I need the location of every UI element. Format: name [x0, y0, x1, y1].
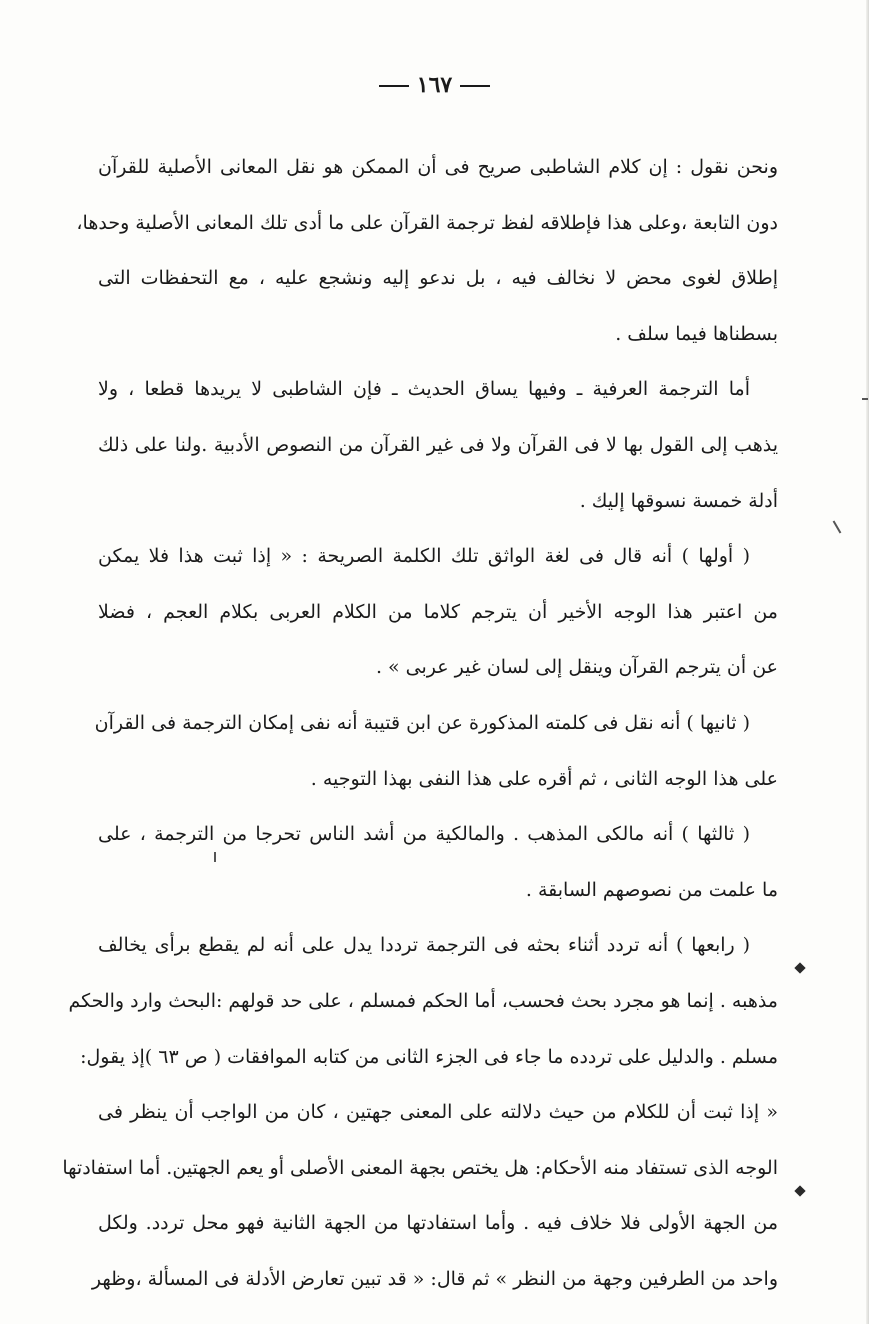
text-line: على هذا الوجه الثانى ، ثم أقره على هذا النفى بهذا التوجيه .	[310, 767, 778, 790]
text-line: ( ثانيها ) أنه نقل فى كلمته المذكورة عن ابن قتيبة أنه نفى إمكان الترجمة فى القرآن	[94, 711, 750, 734]
text-line: واحد من الطرفين وجهة من النظر » ثم قال: « قد تبين تعارض الأدلة فى المسألة ،وظهر	[91, 1267, 778, 1290]
text-line: من اعتبر هذا الوجه الأخير أن يترجم كلاما من الكلام العربى بكلام العجم ، فضلا	[98, 600, 778, 623]
text-line: دون التابعة ،وعلى هذا فإطلاقه لفظ ترجمة القرآن على ما أدى تلك المعانى الأصلية وحدها،	[76, 211, 778, 234]
text-line: عن أن يترجم القرآن وينقل إلى لسان غير عربى » .	[375, 656, 778, 679]
text-line: ونحن نقول : إن كلام الشاطبى صريح فى أن الممكن هو نقل المعانى الأصلية للقرآن	[98, 156, 778, 178]
text-line: إطلاق لغوى محض لا نخالف فيه ، بل ندعو إليه ونشجع عليه ، مع التحفظات التى	[98, 267, 778, 290]
margin-mark	[794, 962, 805, 973]
text-line: الوجه الذى تستفاد منه الأحكام: هل يختص بجهة المعنى الأصلى أو يعم الجهتين. أما استفادتها	[62, 1156, 778, 1179]
text-line: مسلم . والدليل على تردده ما جاء فى الجزء الثانى من كتابه الموافقات ( ص ٦٣ )إذ يقول:	[80, 1045, 778, 1068]
text-line: مذهبه . إنما هو مجرد بحث فحسب، أما الحكم فمسلم ، على حد قولهم :البحث وارد والحكم	[68, 989, 778, 1012]
text-line: ( أولها ) أنه قال فى لغة الواثق تلك الكلمة الصريحة : « إذا ثبت هذا فلا يمكن	[98, 545, 750, 568]
text-line: يذهب إلى القول بها لا فى القرآن ولا فى غير القرآن من النصوص الأدبية .ولنا على ذلك	[98, 433, 778, 456]
page-header	[0, 72, 869, 98]
header-dash-right	[379, 85, 409, 87]
text-line: ما علمت من نصوصهم السابقة .	[525, 878, 778, 901]
scan-speck	[214, 852, 216, 862]
scan-speck	[833, 520, 842, 533]
text-line: بسطناها فيما سلف .	[615, 322, 778, 345]
text-line: ( ثالثها ) أنه مالكى المذهب . والمالكية من أشد الناس تحرجا من الترجمة ، على	[98, 823, 750, 846]
text-line: أما الترجمة العرفية ـ وفيها يساق الحديث ـ فإن الشاطبى لا يريدها قطعا ، ولا	[98, 378, 750, 401]
header-dash-left	[460, 85, 490, 87]
scan-speck	[862, 398, 868, 400]
text-line: ( رابعها ) أنه تردد أثناء بحثه فى الترجمة ترددا يدل على أنه لم يقطع برأى يخالف	[98, 934, 750, 957]
page-number: ١٦٧	[416, 72, 453, 98]
text-line: أدلة خمسة نسوقها إليك .	[579, 489, 778, 512]
margin-mark	[794, 1185, 805, 1196]
text-line: « إذا ثبت أن للكلام من حيث دلالته على المعنى جهتين ، كان من الواجب أن ينظر فى	[98, 1101, 778, 1124]
text-line: من الجهة الأولى فلا خلاف فيه . وأما استفادتها من الجهة الثانية فهو محل تردد. ولكل	[98, 1212, 778, 1235]
body-text	[62, 140, 778, 1307]
